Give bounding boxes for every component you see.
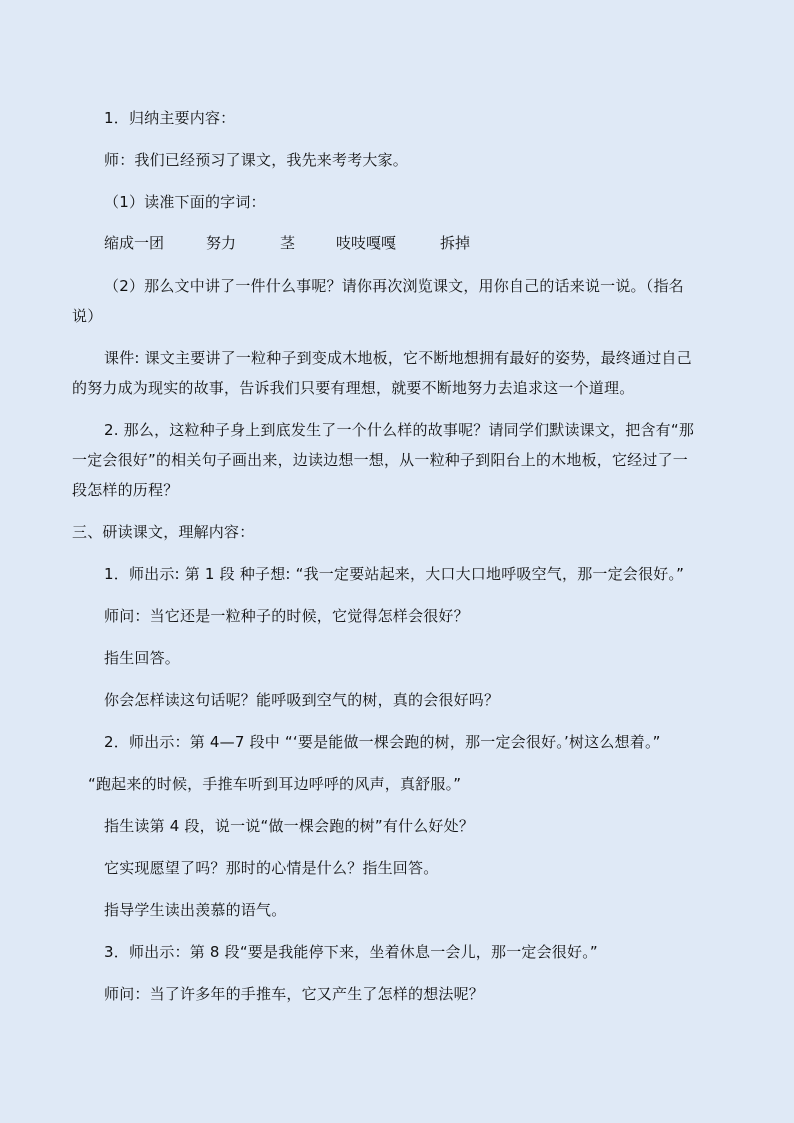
section-heading-summary: 1．归纳主要内容：: [104, 109, 236, 127]
section-heading-study: 三、研读课文，理解内容：: [72, 523, 255, 541]
paragraph: 师：我们已经预习了课文，我先来考考大家。: [104, 151, 409, 169]
paragraph: 的努力成为现实的故事，告诉我们只要有理想，就要不断地努力去追求这一个道理。: [72, 379, 635, 397]
vocabulary-word: 吱吱嘎嘎: [336, 234, 397, 252]
paragraph: 指生回答。: [104, 649, 181, 667]
paragraph: 师问：当了许多年的手推车，它又产生了怎样的想法呢？: [104, 985, 485, 1003]
vocabulary-word: 努力: [206, 234, 237, 252]
paragraph: “跑起来的时候，手推车听到耳边呼呼的风声，真舒服。”: [88, 775, 462, 793]
vocabulary-word: 茎: [280, 234, 296, 252]
paragraph: 指导学生读出羡慕的语气。: [104, 901, 287, 919]
vocabulary-word: 缩成一团: [104, 234, 165, 252]
paragraph: 段怎样的历程？: [72, 481, 179, 499]
paragraph: 1．师出示: 第 1 段 种子想: “我一定要站起来，大口大口地呼吸空气，那一定会很好。”: [104, 565, 685, 583]
paragraph: 2．师出示：第 4—7 段中 “‘要是能做一棵会跑的树，那一定会很好。’树这么想着。”: [104, 733, 661, 751]
paragraph: 课件: 课文主要讲了一粒种子到变成木地板，它不断地想拥有最好的姿势，最终通过自己: [104, 349, 692, 367]
paragraph: （2）那么文中讲了一件什么事呢？请你再次浏览课文，用你自己的话来说一说。（指名: [104, 277, 684, 295]
paragraph: 一定会很好”的相关句子画出来，边读边想一想，从一粒种子到阳台上的木地板，它经过了一: [72, 451, 688, 469]
paragraph: 它实现愿望了吗？那时的心情是什么？指生回答。: [104, 859, 439, 877]
vocabulary-word: 拆掉: [440, 234, 471, 252]
paragraph: 说）: [72, 307, 103, 325]
paragraph: 3．师出示：第 8 段“要是我能停下来，坐着休息一会儿，那一定会很好。”: [104, 943, 598, 961]
paragraph: 你会怎样读这句话呢？能呼吸到空气的树，真的会很好吗？: [104, 691, 500, 709]
paragraph: 2. 那么，这粒种子身上到底发生了一个什么样的故事呢？请同学们默读课文，把含有“那: [104, 421, 695, 439]
paragraph: 指生读第 4 段，说一说“做一棵会跑的树”有什么好处？: [104, 817, 475, 835]
paragraph: 师问：当它还是一粒种子的时候，它觉得怎样会很好？: [104, 607, 469, 625]
paragraph: （1）读准下面的字词：: [104, 193, 266, 211]
